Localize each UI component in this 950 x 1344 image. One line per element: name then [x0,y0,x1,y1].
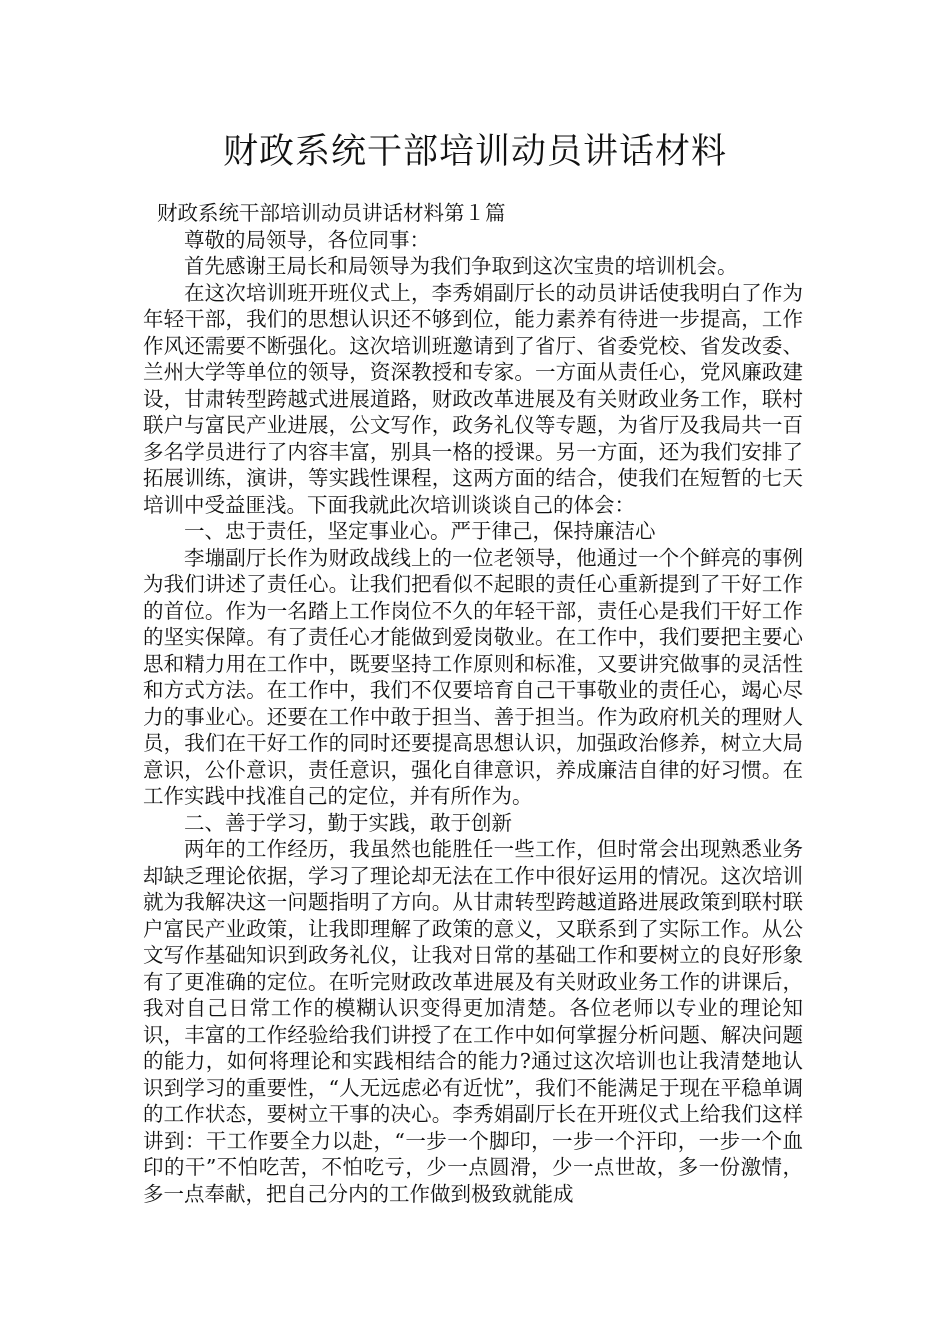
paragraph: 在这次培训班开班仪式上，李秀娟副厅长的动员讲话使我明白了作为年轻干部，我们的思想认识还不够到位，能力素养有待进一步提高，工作作风还需要不断强化。这次培训班邀请到了省厅、省委党校、省发改委、兰州大学等单位的领导，资深教授和专家。一方面从责任心，党风廉政建设，甘肃转型跨越式进展道路，财政改革进展及有关财政业务工作，联村联户与富民产业进展，公文写作，政务礼仪等专题，为省厅及我局共一百多名学员进行了内容丰富，别具一格的授课。另一方面，还为我们安排了拓展训练，演讲，等实践性课程，这两方面的结合，使我们在短暂的七天培训中受益匪浅。下面我就此次培训谈谈自己的体会： [143,280,803,517]
document-title: 财政系统干部培训动员讲话材料 [222,132,727,172]
section-heading-2: 二、善于学习，勤于实践，敢于创新 [184,810,512,835]
document-body [143,200,803,1207]
paragraph: 首先感谢王局长和局领导为我们争取到这次宝贵的培训机会。 [184,254,738,278]
paragraph: 两年的工作经历，我虽然也能胜任一些工作，但时常会出现熟悉业务却缺乏理论依据，学习了理论却无法在工作中很好运用的情况。这次培训就为我解决这一问题指明了方向。从甘肃转型跨越道路进展政策到联村联户富民产业政策，让我即理解了政策的意义，又联系到了实际工作。从公文写作基础知识到政务礼仪，让我对日常的基础工作和要树立的良好形象有了更准确的定位。在听完财政改革进展及有关财政业务工作的讲课后，我对自己日常工作的模糊认识变得更加清楚。各位老师以专业的理论知识，丰富的工作经验给我们讲授了在工作中如何掌握分析问题、解决问题的能力，如何将理论和实践相结合的能力?通过这次培训也让我清楚地认识到学习的重要性，“人无远虑必有近忧”，我们不能满足于现在平稳单调的工作状态，要树立干事的决心。李秀娟副厅长在开班仪式上给我们这样讲到：干工作要全力以赴，“一步一个脚印，一步一个汗印，一步一个血印的干”不怕吃苦，不怕吃亏，少一点圆滑，少一点世故，多一份激情，多一点奉献，把自己分内的工作做到极致就能成 [143,837,803,1206]
paragraph-salutation: 尊敬的局领导，各位同事： [184,227,430,252]
section-heading-1: 一、忠于责任，坚定事业心。严于律己，保持廉洁心 [184,519,656,543]
section-subtitle: 财政系统干部培训动员讲话材料第１篇 [157,201,506,225]
paragraph: 李塴副厅长作为财政战线上的一位老领导，他通过一个个鲜亮的事例为我们讲述了责任心。让我们把看似不起眼的责任心重新提到了干好工作的首位。作为一名踏上工作岗位不久的年轻干部，责任心是我们干好工作的坚实保障。有了责任心才能做到爱岗敬业。在工作中，我们要把主要心思和精力用在工作中，既要坚持工作原则和标准，又要讲究做事的灵活性和方式方法。在工作中，我们不仅要培育自己干事敬业的责任心，竭心尽力的事业心。还要在工作中敢于担当、善于担当。作为政府机关的理财人员，我们在干好工作的同时还要提高思想认识，加强政治修养，树立大局意识，公仆意识，责任意识，强化自律意识，养成廉洁自律的好习惯。在工作实践中找准自己的定位，并有所作为。 [143,545,803,808]
